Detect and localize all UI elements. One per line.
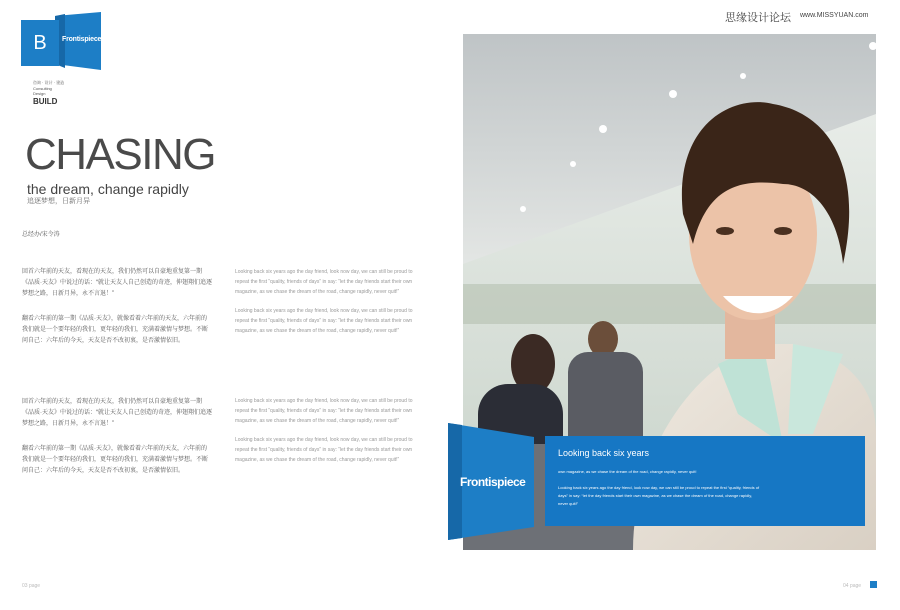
page-marker-square	[870, 581, 877, 588]
subheadline: the dream, change rapidly	[27, 181, 189, 197]
tagline-design: Design	[33, 91, 46, 96]
tagline-build: BUILD	[33, 97, 58, 106]
en-paragraph: Looking back six years ago the day friend, look now day, we can still be proud to repeat the first “quality, friends of days” in say: “let the day friends start their own magazine, as we chase the dream of the road, change rapidly, never quit!”	[235, 308, 413, 334]
en-paragraph: Looking back six years ago the day friend, look now day, we can still be proud to repeat the first “quality, friends of days” in say: “let the day friends start their own magazine, as we chase the dream of the road, change rapidly, never quit!”	[235, 398, 413, 424]
caption-title: Looking back six years	[558, 448, 650, 458]
page-number-right: 04 page	[843, 583, 862, 589]
subheadline-cn: 追逐梦想，日新月异	[27, 198, 90, 205]
logo-name: Frontispiece	[62, 36, 102, 43]
en-paragraph: Looking back six years ago the day friend, look now day, we can still be proud to repeat the first “quality, friends of days” in say: “let the day friends start their own magazine, as we chase the dream of the road, change rapidly, never quit!”	[235, 269, 413, 295]
cn-paragraph: 回首六年前的天友，看现在的天友，我们仍然可以自豪地重复第一期《品质·天友》中说过的话：“就让天友人自己创造的奇迹，伸翅翔们追逐梦想之路，日新月异，永不言退！”	[22, 399, 212, 427]
caption-brand: Frontispiece	[460, 475, 526, 489]
page-number-left: 03 page	[22, 583, 41, 589]
headline: CHASING	[25, 130, 215, 179]
tagline-consulting: Consulting	[33, 86, 52, 91]
en-paragraph: Looking back six years ago the day friend, look now day, we can still be proud to repeat the first “quality, friends of days” in say: “let the day friends start their own magazine, as we chase the dream of the road, change rapidly, never quit!”	[235, 437, 413, 463]
caption-lead: own magazine, as we chase the dream of the road, change rapidly, never quit!	[558, 469, 697, 474]
cn-paragraph: 翻看六年前的第一期《品质·天友》，就像看着六年前的天友，六年前的我们就是一个要年轻的我们，更年轻的我们，充满着激情与梦想。不断问自己：六年后的今天，天友是否不改初衷，是否激情依旧。	[22, 446, 209, 474]
watermark-text: 思缘设计论坛	[725, 12, 791, 24]
cn-paragraph: 翻看六年前的第一期《品质·天友》，就像看着六年前的天友，六年前的我们就是一个要年轻的我们，更年轻的我们，充满着激情与梦想。不断问自己：六年后的今天，天友是否不改初衷，是否激情依旧。	[22, 316, 209, 344]
watermark-url: www.MISSYUAN.com	[800, 12, 869, 19]
logo-letter: B	[21, 20, 59, 66]
author-byline: 总经办/宋令涛	[22, 232, 60, 238]
caption-body: Looking back six years ago the day friend, look now day, we can still be proud to repeat the first “quality, friends of days” in say: “let the day friends start their own magazine, as we chase the dream of the road, change rapidly, never quit!”	[558, 485, 760, 506]
caption-box	[545, 436, 865, 526]
tagline-cn: 咨询 · 设计 · 建造	[33, 80, 65, 85]
cn-paragraph: 回首六年前的天友，看现在的天友，我们仍然可以自豪地重复第一期《品质·天友》中说过的话：“就让天友人自己创造的奇迹，伸翅翔们追逐梦想之路，日新月异，永不言退！”	[22, 269, 212, 297]
tagline-en	[33, 86, 52, 96]
